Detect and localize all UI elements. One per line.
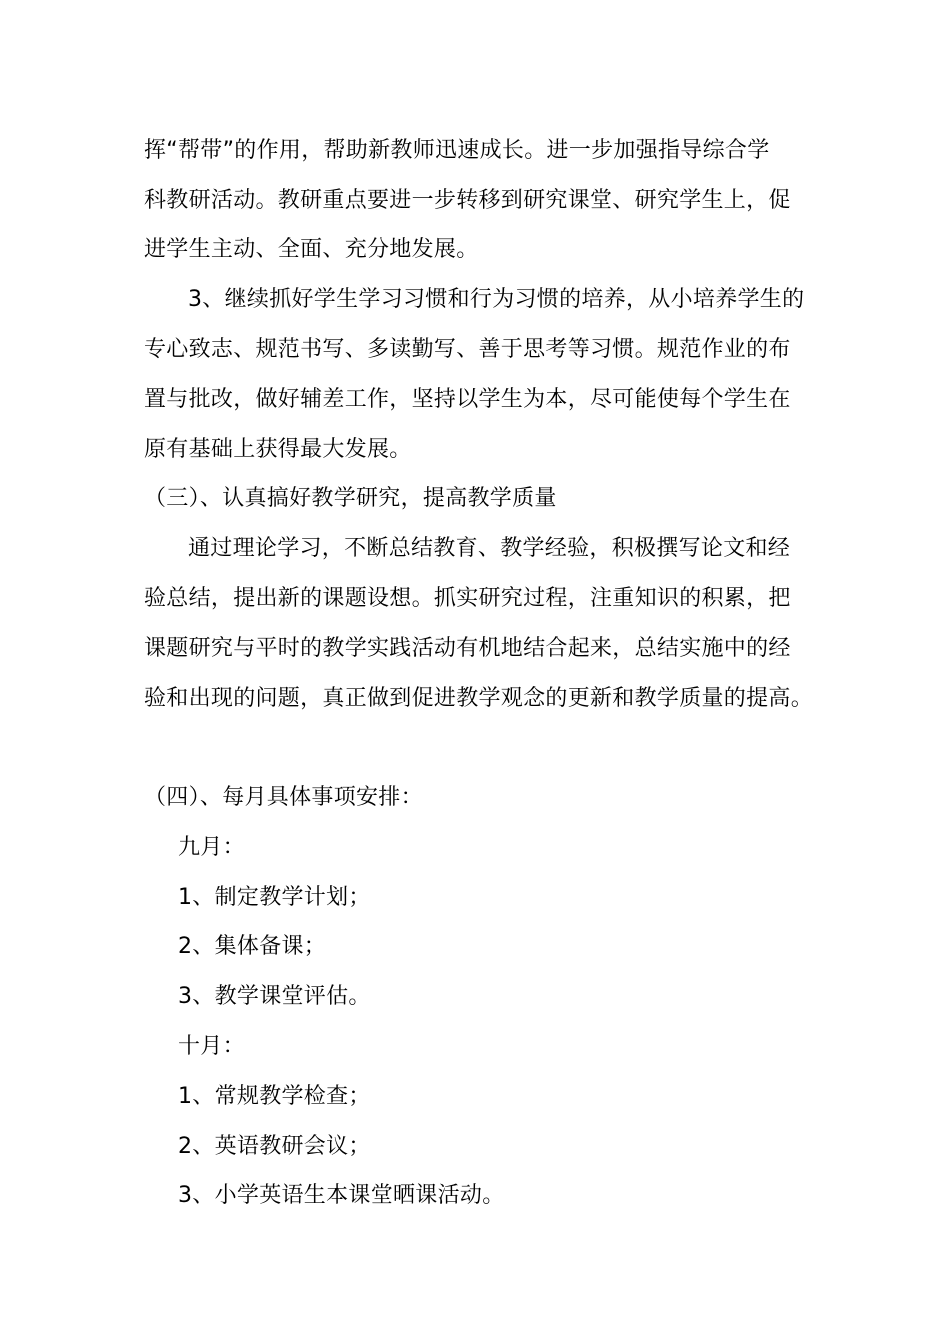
section-heading: （三）、认真搞好教学研究，提高教学质量 bbox=[144, 486, 557, 511]
paragraph-line: 验和出现的问题，真正做到促进教学观念的更新和教学质量的提高。 bbox=[144, 686, 814, 711]
paragraph-line: 3、继续抓好学生学习习惯和行为习惯的培养，从小培养学生的 bbox=[188, 287, 805, 312]
list-item: 2、英语教研会议； bbox=[178, 1134, 371, 1159]
paragraph-line: 专心致志、规范书写、多读勤写、善于思考等习惯。规范作业的布 bbox=[144, 337, 791, 362]
section-heading: （四）、每月具体事项安排： bbox=[144, 785, 423, 810]
paragraph-line: 置与批改，做好辅差工作，坚持以学生为本，尽可能使每个学生在 bbox=[144, 387, 791, 412]
paragraph-line: 通过理论学习，不断总结教育、教学经验，积极撰写论文和经 bbox=[188, 536, 791, 561]
list-item: 3、小学英语生本课堂晒课活动。 bbox=[178, 1183, 505, 1208]
month-label: 十月： bbox=[178, 1034, 245, 1059]
list-item: 1、制定教学计划； bbox=[178, 885, 371, 910]
paragraph-line: 科教研活动。教研重点要进一步转移到研究课堂、研究学生上，促 bbox=[144, 188, 791, 213]
list-item: 3、教学课堂评估。 bbox=[178, 984, 371, 1009]
paragraph-line: 课题研究与平时的教学实践活动有机地结合起来，总结实施中的经 bbox=[144, 636, 791, 661]
paragraph-line: 验总结，提出新的课题设想。抓实研究过程，注重知识的积累，把 bbox=[144, 586, 791, 611]
list-item: 1、常规教学检查； bbox=[178, 1084, 371, 1109]
list-item: 2、集体备课； bbox=[178, 934, 327, 959]
paragraph-line: 进学生主动、全面、充分地发展。 bbox=[144, 237, 479, 262]
month-label: 九月： bbox=[178, 835, 245, 860]
paragraph-line: 挥“帮带”的作用，帮助新教师迅速成长。进一步加强指导综合学 bbox=[144, 138, 770, 163]
paragraph-line: 原有基础上获得最大发展。 bbox=[144, 437, 412, 462]
